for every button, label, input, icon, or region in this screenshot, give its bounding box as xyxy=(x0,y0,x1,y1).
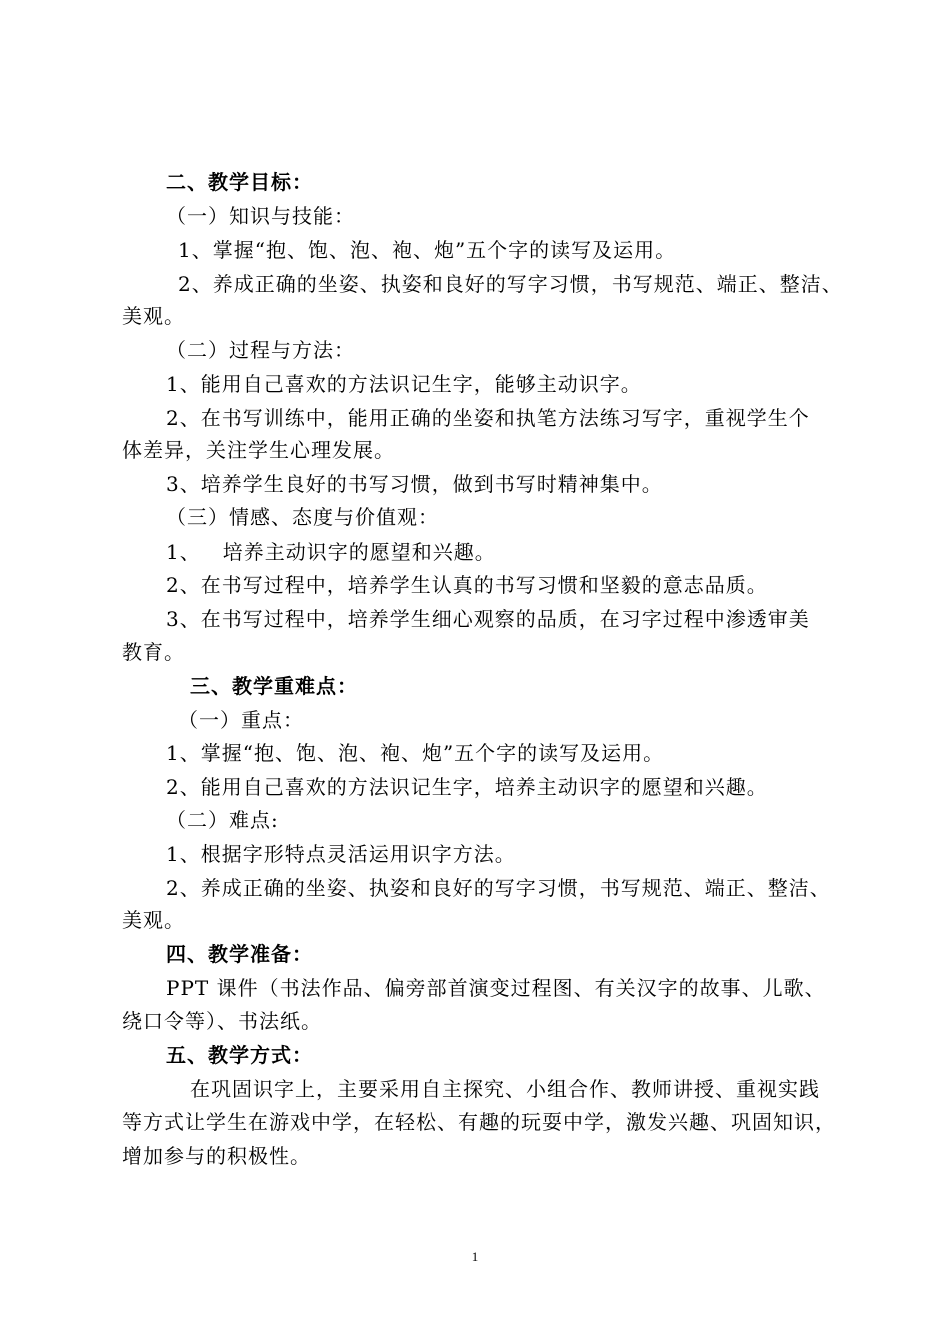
paragraph-line: 3、在书写过程中，培养学生细心观察的品质，在习字过程中渗透审美 xyxy=(166,607,810,631)
subheading-key: （一）重点： xyxy=(178,708,304,732)
paragraph-line: 2、养成正确的坐姿、执姿和良好的写字习惯，书写规范、端正、整洁、 xyxy=(178,272,843,296)
subheading-knowledge: （一）知识与技能： xyxy=(166,204,355,228)
paragraph-line: 美观。 xyxy=(122,304,185,328)
subheading-process: （二）过程与方法： xyxy=(166,338,355,362)
paragraph-line: 在巩固识字上，主要采用自主探究、小组合作、教师讲授、重视实践 xyxy=(190,1077,820,1101)
page-number: 1 xyxy=(471,1249,479,1264)
section-heading-preparation: 四、教学准备： xyxy=(166,942,313,966)
section-heading-goals: 二、教学目标： xyxy=(166,170,313,194)
paragraph-line: 增加参与的积极性。 xyxy=(122,1144,311,1168)
subheading-difficult: （二）难点: xyxy=(166,808,279,832)
paragraph-line: 3、培养学生良好的书写习惯，做到书写时精神集中。 xyxy=(166,472,663,496)
subheading-values: （三）情感、态度与价值观： xyxy=(166,505,439,529)
paragraph-line: 美观。 xyxy=(122,908,185,932)
paragraph-line: 1、掌握“抱、饱、泡、袍、炮”五个字的读写及运用。 xyxy=(178,238,677,262)
paragraph-line: PPT 课件（书法作品、偏旁部首演变过程图、有关汉字的故事、儿歌、 xyxy=(166,976,826,1000)
paragraph-line: 2、在书写训练中，能用正确的坐姿和执笔方法练习写字，重视学生个 xyxy=(166,406,810,430)
paragraph-line: 1、能用自己喜欢的方法识记生字，能够主动识字。 xyxy=(166,372,642,396)
paragraph-line: 2、在书写过程中，培养学生认真的书写习惯和坚毅的意志品质。 xyxy=(166,573,768,597)
paragraph-line: 体差异，关注学生心理发展。 xyxy=(122,438,395,462)
paragraph-line: 1、掌握“抱、饱、泡、袍、炮”五个字的读写及运用。 xyxy=(166,741,665,765)
paragraph-line: 2、养成正确的坐姿、执姿和良好的写字习惯，书写规范、端正、整洁、 xyxy=(166,876,831,900)
paragraph-line: 1、 培养主动识字的愿望和兴趣。 xyxy=(166,540,496,564)
paragraph-line: 绕口令等）、书法纸。 xyxy=(122,1009,322,1033)
paragraph-line: 等方式让学生在游戏中学，在轻松、有趣的玩耍中学，激发兴趣、巩固知识， xyxy=(122,1110,836,1134)
section-heading-method: 五、教学方式： xyxy=(166,1043,313,1067)
paragraph-line: 2、能用自己喜欢的方法识记生字，培养主动识字的愿望和兴趣。 xyxy=(166,775,768,799)
paragraph-line: 教育。 xyxy=(122,640,185,664)
section-heading-keypoints: 三、教学重难点： xyxy=(190,674,358,698)
paragraph-line: 1、根据字形特点灵活运用识字方法。 xyxy=(166,842,516,866)
